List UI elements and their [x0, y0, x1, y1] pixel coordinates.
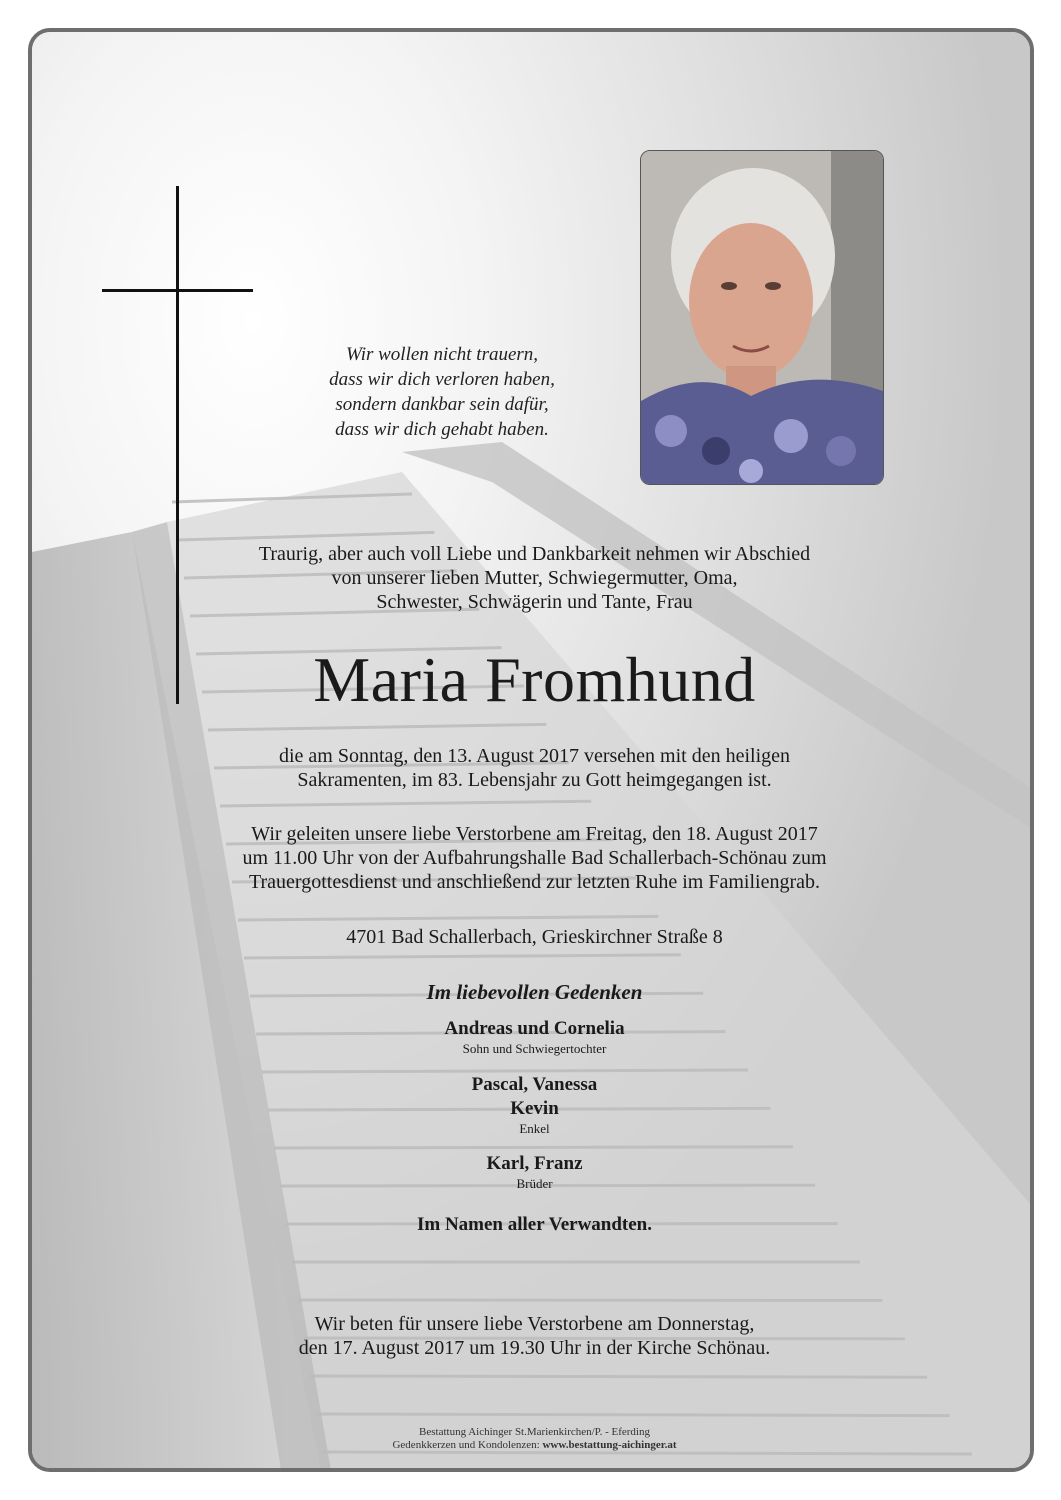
portrait-photo: [640, 150, 884, 485]
intro-line: Schwester, Schwägerin und Tante, Frau: [376, 591, 693, 613]
cross-vertical-bar: [176, 186, 179, 704]
quote-line: sondern dankbar sein dafür,: [335, 394, 549, 415]
footer-condolences: [32, 1439, 1034, 1452]
deceased-name: Maria Fromhund: [313, 644, 756, 715]
funeral-line: Trauergottesdienst und anschließend zur letzten Ruhe im Familiengrab.: [249, 871, 820, 893]
family-names: Karl, Franz: [486, 1153, 583, 1174]
funeral-line: um 11.00 Uhr von der Aufbahrungshalle Bad Schallerbach-Schönau zum: [242, 847, 827, 869]
family-role: Brüder: [516, 1176, 553, 1191]
quote-line: dass wir dich gehabt haben.: [335, 419, 549, 440]
stair-step-line: [316, 1414, 950, 1416]
funeral-details: [32, 822, 1034, 894]
stair-step-line: [274, 1147, 793, 1148]
family-role: Enkel: [519, 1121, 550, 1136]
intro-text: [32, 542, 1034, 614]
quote-line: dass wir dich verloren haben,: [329, 369, 555, 390]
family-group: [32, 1152, 1034, 1192]
family-address: 4701 Bad Schallerbach, Grieskirchner Straße 8: [346, 926, 723, 948]
memory-heading: Im liebevollen Gedenken: [426, 980, 643, 1004]
stair-step-line: [322, 1452, 972, 1454]
funeral-line: Wir geleiten unsere liebe Verstorbene am Freitag, den 18. August 2017: [251, 823, 818, 845]
stair-step-line: [262, 1070, 748, 1072]
family-group: [32, 1073, 1034, 1137]
family-names: Kevin: [510, 1098, 559, 1119]
prayer-line: Wir beten für unsere liebe Verstorbene am Donnerstag,: [314, 1313, 755, 1335]
footer-company: Bestattung Aichinger St.Marienkirchen/P. - Eferding: [419, 1426, 650, 1438]
stair-step-line: [310, 1376, 927, 1377]
quote-line: Wir wollen nicht trauern,: [345, 344, 539, 365]
footer-website-link[interactable]: www.bestattung-aichinger.at: [542, 1439, 677, 1451]
family-names: Andreas und Cornelia: [444, 1018, 625, 1039]
family-role: Sohn und Schwiegertochter: [462, 1041, 607, 1056]
all-relatives-signature: Im Namen aller Verwandten.: [416, 1214, 653, 1235]
death-line: Sakramenten, im 83. Lebensjahr zu Gott heimgegangen ist.: [297, 769, 772, 791]
cross-horizontal-bar: [102, 289, 253, 292]
intro-line: von unserer lieben Mutter, Schwiegermutter, Oma,: [331, 567, 738, 589]
obituary-card: [28, 28, 1034, 1472]
prayer-notice: [32, 1312, 1034, 1360]
footer-condolences-label: Gedenkkerzen und Kondolenzen:: [392, 1439, 543, 1451]
intro-line: Traurig, aber auch voll Liebe und Dankbarkeit nehmen wir Abschied: [258, 543, 811, 565]
footer: [32, 1426, 1034, 1452]
death-line: die am Sonntag, den 13. August 2017 versehen mit den heiligen: [278, 745, 791, 767]
family-names: Pascal, Vanessa: [471, 1074, 598, 1095]
death-notice: [32, 744, 1034, 792]
memorial-quote: [272, 342, 612, 442]
family-group: [32, 1017, 1034, 1057]
prayer-line: den 17. August 2017 um 19.30 Uhr in der Kirche Schönau.: [298, 1337, 771, 1359]
